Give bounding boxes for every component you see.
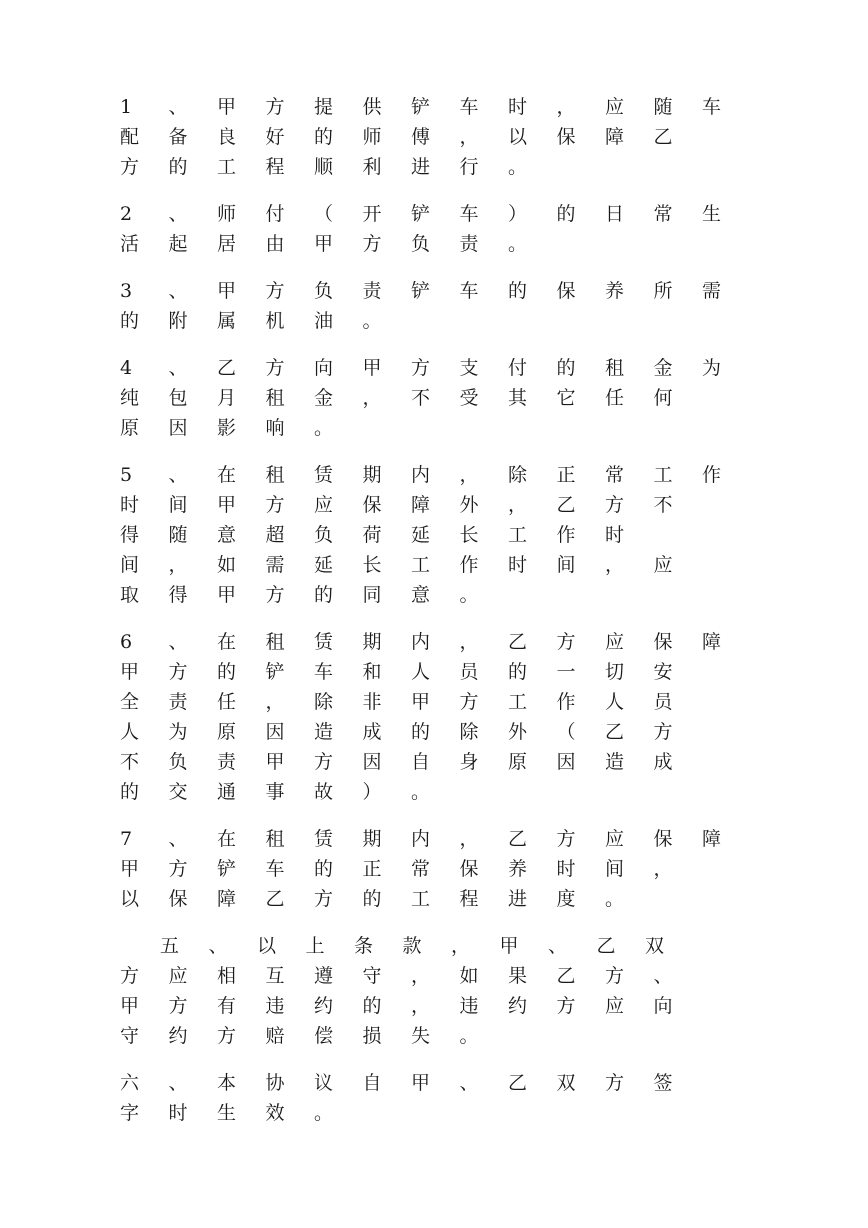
text-line: 6 、 在 租 赁 期 内 ， 乙 方 应 保 障 [120, 631, 722, 653]
clause-5 [120, 460, 760, 610]
clause-2 [120, 199, 760, 259]
text-line: 间 ， 如 需 延 长 工 作 时 间 ， 应 [120, 554, 673, 576]
text-line: 以 保 障 乙 方 的 工 程 进 度 。 [120, 888, 625, 910]
text-line: 甲 方 的 铲 车 和 人 员 的 一 切 安 [120, 661, 673, 683]
text-line: 方 的 工 程 顺 利 进 行 。 [120, 156, 528, 178]
text-line: 字 时 生 效 。 [120, 1102, 334, 1124]
clause-4 [120, 353, 760, 443]
clause-7 [120, 824, 760, 914]
text-line: 配 备 良 好 的 师 傅 ， 以 保 障 乙 [120, 126, 673, 148]
text-line: 3 、 甲 方 负 责 铲 车 的 保 养 所 需 [120, 280, 722, 302]
text-line: 活 起 居 由 甲 方 负 责 。 [120, 233, 528, 255]
document-body [120, 92, 760, 1145]
text-line: 五 、 以 上 条 款 ， 甲 、 乙 双 [160, 935, 665, 957]
text-line: 甲 方 有 违 约 的 ， 违 约 方 应 向 [120, 995, 673, 1017]
text-line: 原 因 影 响 。 [120, 417, 334, 439]
text-line: 1 、 甲 方 提 供 铲 车 时 ， 应 随 车 [120, 96, 722, 118]
section-6 [120, 1068, 760, 1128]
text-line: 的 交 通 事 故 ） 。 [120, 781, 431, 803]
text-line: 纯 包 月 租 金 ， 不 受 其 它 任 何 [120, 387, 673, 409]
text-line: 7 、 在 租 赁 期 内 ， 乙 方 应 保 障 [120, 828, 722, 850]
text-line: 时 间 甲 方 应 保 障 外 ， 乙 方 不 [120, 494, 673, 516]
text-line: 方 应 相 互 遵 守 ， 如 果 乙 方 、 [120, 965, 673, 987]
text-line: 5 、 在 租 赁 期 内 ， 除 正 常 工 作 [120, 464, 722, 486]
text-line: 取 得 甲 方 的 同 意 。 [120, 584, 479, 606]
text-line: 全 责 任 ， 除 非 甲 方 工 作 人 员 [120, 691, 673, 713]
clause-3 [120, 276, 760, 336]
text-line: 的 附 属 机 油 。 [120, 310, 382, 332]
text-line: 人 为 原 因 造 成 的 除 外 （ 乙 方 [120, 721, 673, 743]
text-line: 守 约 方 赔 偿 损 失 。 [120, 1025, 479, 1047]
text-line: 得 随 意 超 负 荷 延 长 工 作 时 [120, 524, 625, 546]
text-line: 2 、 师 付 （ 开 铲 车 ） 的 日 常 生 [120, 203, 722, 225]
text-line: 不 负 责 甲 方 因 自 身 原 因 造 成 [120, 751, 673, 773]
clause-1 [120, 92, 760, 182]
text-line: 甲 方 铲 车 的 正 常 保 养 时 间 ， [120, 858, 673, 880]
text-line: 4 、 乙 方 向 甲 方 支 付 的 租 金 为 [120, 357, 722, 379]
section-5 [120, 931, 760, 1051]
clause-6 [120, 627, 760, 807]
text-line: 六 、 本 协 议 自 甲 、 乙 双 方 签 [120, 1072, 673, 1094]
